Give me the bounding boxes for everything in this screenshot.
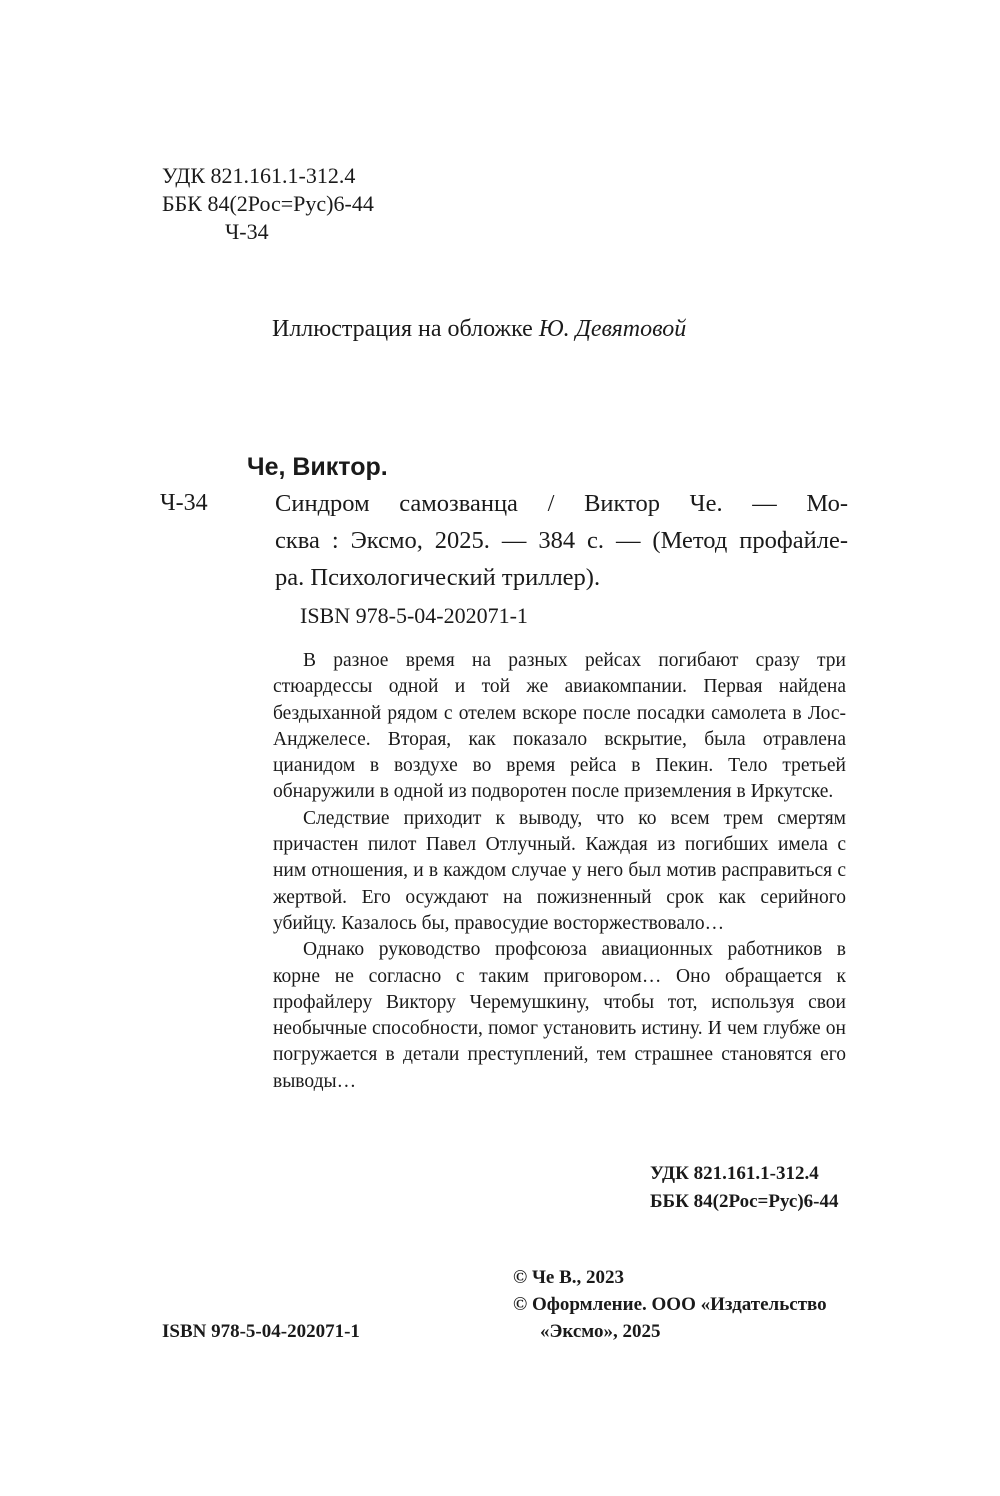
classification-bbk: ББК 84(2Рос=Рус)6-44: [650, 1191, 839, 1212]
annotation: [273, 648, 846, 1095]
footer-isbn: ISBN 978-5-04-202071-1: [162, 1321, 360, 1342]
entry-title-line2: сква : Эксмо, 2025. — 384 с. — (Метод профайле-: [275, 527, 848, 554]
entry-isbn: ISBN 978-5-04-202071-1: [300, 603, 528, 628]
classification-udk: УДК 821.161.1-312.4: [650, 1163, 819, 1184]
entry-author: Че, Виктор.: [247, 453, 388, 481]
entry-title: [275, 485, 848, 596]
illustration-prefix: Иллюстрация на обложке: [272, 316, 533, 342]
copyright-author: © Че В., 2023: [513, 1267, 624, 1288]
annotation-paragraph-3: Однако руководство профсоюза авиационных работников в корне не согласно с таким приговором… Оно обращается к профайлеру Виктору Черемушкину, чтобы тот, используя свои необычные способности, помог установить истину. И чем глубже он погружается в детали преступлений, тем страшнее становятся его выводы…: [273, 939, 846, 1092]
illustration-credit: [272, 316, 686, 343]
header-author-mark: Ч-34: [225, 219, 269, 244]
annotation-paragraph-1: В разное время на разных рейсах погибают сразу три стюардессы одной и той же авиакомпании. Первая найдена бездыханной рядом с отелем вскоре после посадки самолета в Лос-Анджелесе. Вторая, как показало вскрытие, была отравлена цианидом в воздухе во время рейса в Пекин. Тело третьей обнаружили в одной из подворотен после приземления в Иркутске.: [273, 650, 846, 803]
header-bbk: ББК 84(2Рос=Рус)6-44: [162, 191, 374, 216]
entry-title-line1: Синдром самозванца / Виктор Че. — Мо-: [275, 490, 848, 517]
entry-code: Ч-34: [160, 490, 208, 516]
copyright-design-line2: «Эксмо», 2025: [540, 1321, 661, 1342]
annotation-paragraph-2: Следствие приходит к выводу, что ко всем трем смертям причастен пилот Павел Отлучный. Каждая из погибших имела с ним отношения, и в каждом случае у него был мотив расправиться с жертвой. Его осуждают на пожизненный срок как серийного убийцу. Казалось бы, правосудие восторжествовало…: [273, 807, 846, 934]
header-udk: УДК 821.161.1-312.4: [162, 163, 356, 188]
entry-title-line3: ра. Психологический триллер).: [275, 564, 601, 591]
illustration-artist: Ю. Девятовой: [538, 316, 687, 342]
copyright-design-line1: © Оформление. ООО «Издательство: [513, 1294, 827, 1315]
